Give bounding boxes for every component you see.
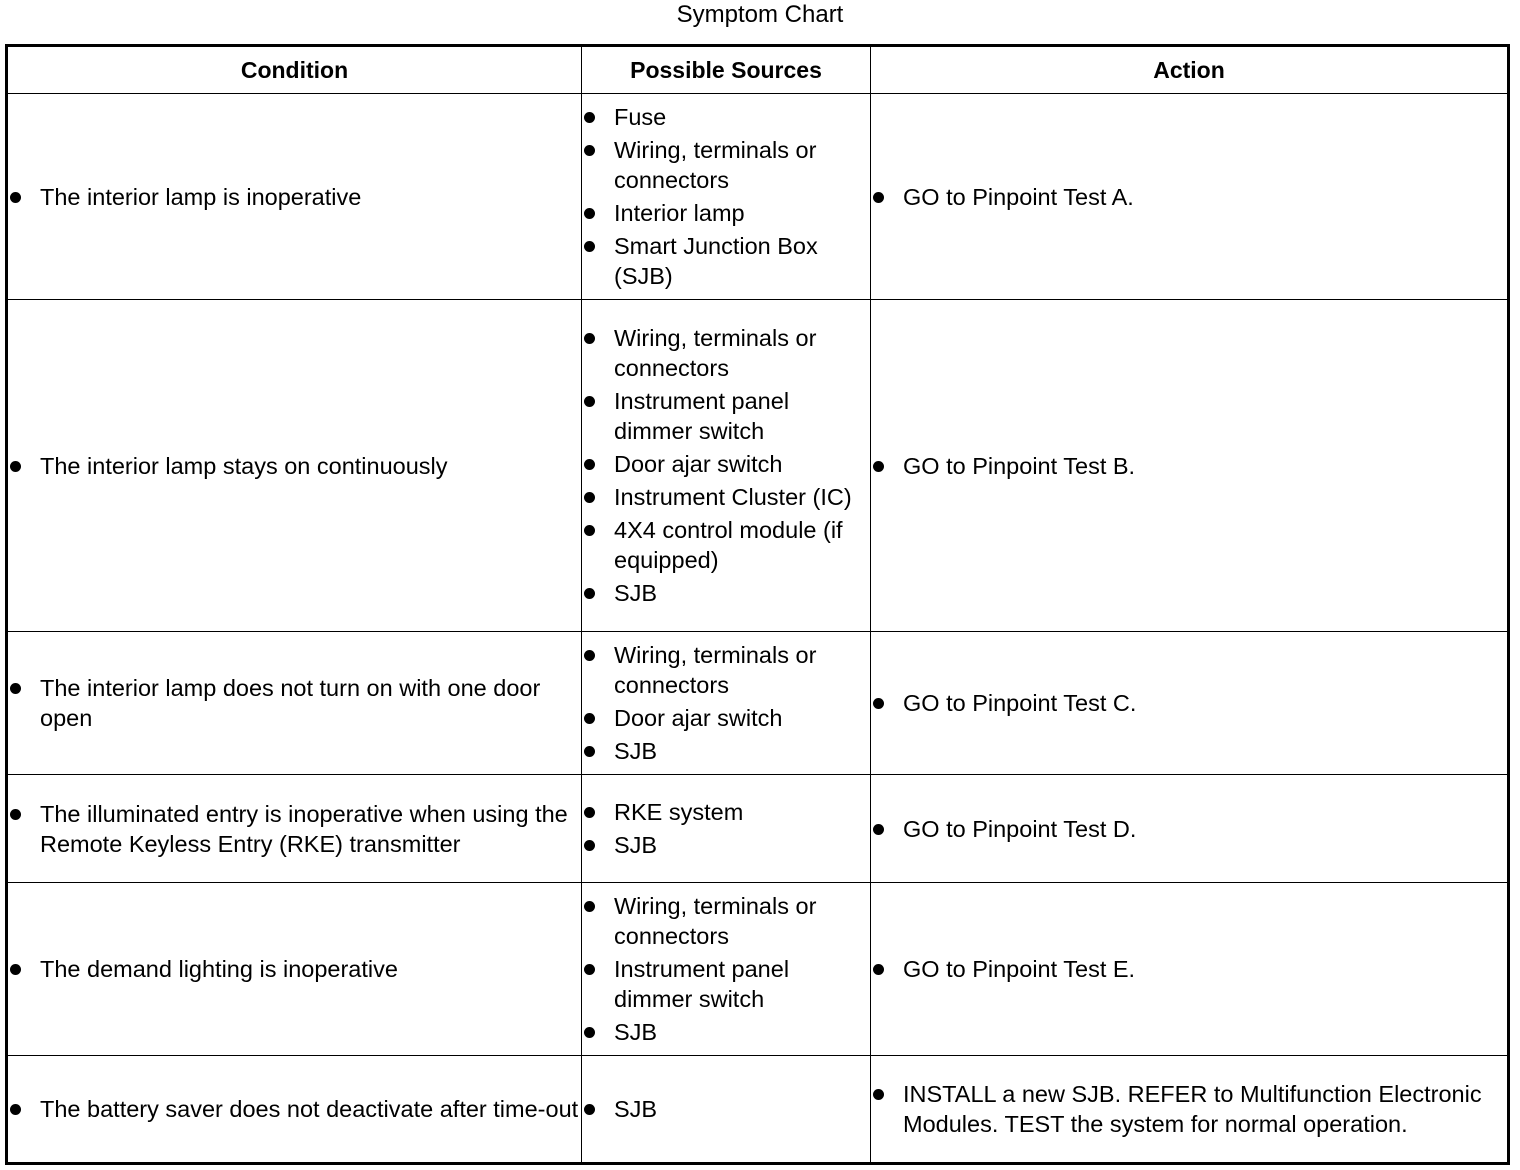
bullet-icon	[584, 964, 595, 975]
sources-cell	[582, 883, 871, 1056]
source-text: Fuse	[614, 104, 667, 130]
condition-text: The interior lamp stays on continuously	[40, 452, 448, 479]
list-item	[582, 891, 870, 951]
source-text: Instrument panel dimmer switch	[614, 388, 790, 444]
bullet-icon	[584, 525, 595, 536]
source-text: Wiring, terminals or connectors	[614, 137, 817, 193]
action-cell	[871, 775, 1509, 883]
condition-text: The interior lamp is inoperative	[40, 183, 362, 210]
bullet-icon	[873, 824, 884, 835]
bullet-icon	[584, 208, 595, 219]
action-cell	[871, 1056, 1509, 1164]
source-text: SJB	[614, 832, 658, 858]
action-text: GO to Pinpoint Test E.	[903, 956, 1136, 982]
list-item	[8, 673, 581, 733]
source-text: Interior lamp	[614, 200, 745, 226]
bullet-icon	[10, 809, 21, 820]
condition-text: The battery saver does not deactivate after time-out	[40, 1096, 579, 1122]
bullet-icon	[584, 746, 595, 757]
bullet-icon	[584, 333, 595, 344]
sources-cell	[582, 300, 871, 632]
bullet-icon	[10, 964, 21, 975]
condition-text: The demand lighting is inoperative	[40, 956, 398, 982]
source-text: SJB	[614, 580, 658, 606]
bullet-icon	[584, 1027, 595, 1038]
list-item	[582, 640, 870, 700]
chart-title: Symptom Chart	[676, 1, 844, 28]
list-item	[582, 515, 870, 575]
table-row	[7, 775, 1509, 883]
bullet-icon	[584, 241, 595, 252]
list-item	[582, 449, 870, 479]
condition-cell	[7, 94, 582, 300]
list-item	[582, 323, 870, 383]
list-item	[582, 578, 870, 608]
action-text: INSTALL a new SJB. REFER to Multifunction Electronic Modules. TEST the system for normal operation.	[903, 1081, 1482, 1137]
action-text: GO to Pinpoint Test D.	[903, 815, 1137, 842]
list-item	[582, 954, 870, 1014]
list-item	[582, 135, 870, 195]
table-row	[7, 94, 1509, 300]
list-item	[582, 198, 870, 228]
list-item	[871, 814, 1507, 844]
source-text: Wiring, terminals or connectors	[614, 893, 817, 949]
condition-cell	[7, 300, 582, 632]
condition-cell	[7, 1056, 582, 1164]
list-item	[8, 799, 581, 859]
list-item	[871, 182, 1507, 212]
bullet-icon	[10, 1104, 21, 1115]
list-item	[582, 797, 870, 827]
action-header: Action	[871, 46, 1509, 94]
bullet-icon	[584, 713, 595, 724]
bullet-icon	[873, 1089, 884, 1100]
action-text: GO to Pinpoint Test C.	[903, 690, 1137, 716]
source-text: Wiring, terminals or connectors	[614, 325, 817, 381]
bullet-icon	[584, 840, 595, 851]
sources-cell	[582, 94, 871, 300]
action-cell	[871, 632, 1509, 775]
action-text: GO to Pinpoint Test A.	[903, 183, 1134, 210]
source-text: SJB	[614, 1096, 658, 1122]
source-text: 4X4 control module (if equipped)	[614, 517, 843, 573]
list-item	[871, 688, 1507, 718]
source-text: Instrument Cluster (IC)	[614, 484, 852, 510]
bullet-icon	[873, 698, 884, 709]
source-text: SJB	[614, 738, 658, 764]
list-item	[8, 451, 581, 481]
list-item	[871, 954, 1507, 984]
bullet-icon	[584, 112, 595, 123]
condition-cell	[7, 883, 582, 1056]
action-cell	[871, 300, 1509, 632]
list-item	[582, 1017, 870, 1047]
list-item	[582, 703, 870, 733]
action-text: GO to Pinpoint Test B.	[903, 452, 1136, 479]
source-text: Door ajar switch	[614, 705, 783, 731]
bullet-icon	[873, 964, 884, 975]
source-text: Door ajar switch	[614, 451, 783, 477]
list-item	[582, 482, 870, 512]
bullet-icon	[584, 1104, 595, 1115]
list-item	[582, 102, 870, 132]
bullet-icon	[584, 145, 595, 156]
table-row	[7, 1056, 1509, 1164]
list-item	[582, 1094, 870, 1124]
source-text: RKE system	[614, 799, 744, 825]
bullet-icon	[584, 492, 595, 503]
source-text: Instrument panel dimmer switch	[614, 956, 790, 1012]
symptom-chart-table	[5, 44, 1510, 1165]
sources-cell	[582, 632, 871, 775]
condition-text: The interior lamp does not turn on with one door open	[40, 675, 541, 731]
list-item	[582, 231, 870, 291]
bullet-icon	[10, 461, 21, 472]
source-text: Wiring, terminals or connectors	[614, 642, 817, 698]
list-item	[582, 830, 870, 860]
bullet-icon	[10, 192, 21, 203]
header-row	[7, 46, 1509, 94]
table-row	[7, 300, 1509, 632]
list-item	[8, 1094, 581, 1124]
bullet-icon	[584, 588, 595, 599]
list-item	[8, 954, 581, 984]
table-row	[7, 632, 1509, 775]
sources-cell	[582, 1056, 871, 1164]
bullet-icon	[584, 807, 595, 818]
condition-cell	[7, 632, 582, 775]
source-text: SJB	[614, 1019, 658, 1045]
action-cell	[871, 883, 1509, 1056]
action-cell	[871, 94, 1509, 300]
list-item	[8, 182, 581, 212]
bullet-icon	[584, 459, 595, 470]
list-item	[871, 451, 1507, 481]
table-row	[7, 883, 1509, 1056]
list-item	[871, 1079, 1507, 1139]
condition-cell	[7, 775, 582, 883]
condition-header: Condition	[7, 46, 582, 94]
possible-sources-header: Possible Sources	[582, 46, 871, 94]
bullet-icon	[584, 650, 595, 661]
source-text: Smart Junction Box (SJB)	[614, 233, 818, 289]
list-item	[582, 386, 870, 446]
bullet-icon	[873, 461, 884, 472]
bullet-icon	[584, 396, 595, 407]
list-item	[582, 736, 870, 766]
bullet-icon	[10, 683, 21, 694]
bullet-icon	[873, 192, 884, 203]
sources-cell	[582, 775, 871, 883]
bullet-icon	[584, 901, 595, 912]
condition-text: The illuminated entry is inoperative when using the Remote Keyless Entry (RKE) transmitter	[40, 800, 568, 857]
